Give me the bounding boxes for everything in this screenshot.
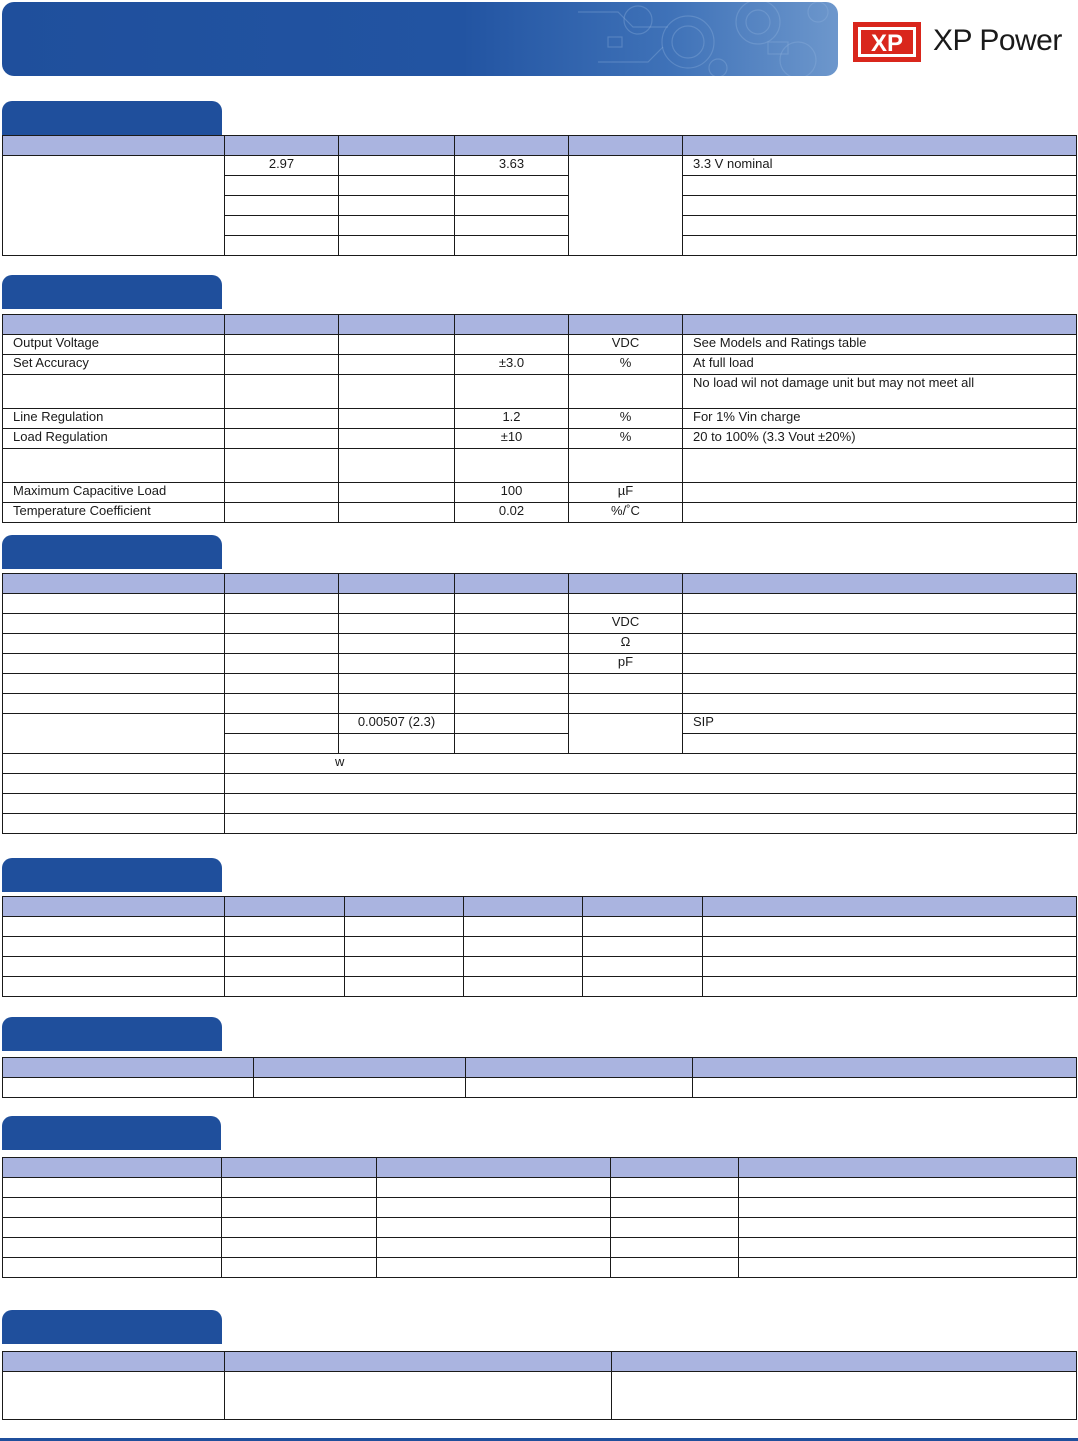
general-table — [2, 573, 1077, 834]
output-units: % — [569, 409, 683, 429]
input-header-row — [3, 136, 1077, 156]
logo-badge-text: XP — [870, 30, 904, 57]
output-units: VDC — [569, 335, 683, 355]
output-header-row — [3, 315, 1077, 335]
input-table — [2, 135, 1077, 256]
table-row — [3, 335, 1077, 355]
section-tab-safety — [2, 1310, 222, 1344]
table-row — [3, 375, 1077, 409]
output-units: % — [569, 355, 683, 375]
table-row — [3, 449, 1077, 483]
output-max: 1.2 — [455, 409, 569, 429]
immunity-table — [2, 1157, 1077, 1278]
table-row — [3, 674, 1077, 694]
output-label: Line Regulation — [3, 409, 225, 429]
mtbf-value: w — [225, 754, 1077, 774]
table-row — [3, 937, 1077, 957]
table-row — [3, 409, 1077, 429]
output-max: 100 — [455, 483, 569, 503]
input-label-cell — [3, 156, 225, 256]
output-notes: See Models and Ratings table — [683, 335, 1077, 355]
section-tab-environmental — [2, 858, 222, 892]
output-units: % — [569, 429, 683, 449]
section-tab-output — [2, 275, 222, 309]
table-row — [3, 1218, 1077, 1238]
table-row — [3, 714, 1077, 734]
output-label: Set Accuracy — [3, 355, 225, 375]
output-label: Output Voltage — [3, 335, 225, 355]
table-row — [3, 917, 1077, 937]
output-notes: 20 to 100% (3.3 Vout ±20%) — [683, 429, 1077, 449]
table-row — [3, 794, 1077, 814]
section-tab-general — [2, 535, 222, 569]
general-units: VDC — [569, 614, 683, 634]
environmental-header-row — [3, 897, 1077, 917]
input-min-cell: 2.97 — [225, 156, 339, 176]
output-notes: For 1% Vin charge — [683, 409, 1077, 429]
table-row — [3, 156, 1077, 176]
table-row — [3, 774, 1077, 794]
general-units: pF — [569, 654, 683, 674]
table-row — [3, 1258, 1077, 1278]
safety-header-row — [3, 1352, 1077, 1372]
output-notes: At full load — [683, 355, 1077, 375]
table-row — [3, 355, 1077, 375]
table-row — [3, 654, 1077, 674]
output-label: Load Regulation — [3, 429, 225, 449]
table-row — [3, 614, 1077, 634]
table-row — [3, 814, 1077, 834]
table-row — [3, 1198, 1077, 1218]
xp-badge-icon — [853, 22, 921, 62]
input-max-cell: 3.63 — [455, 156, 569, 176]
section-tab-input — [2, 101, 222, 135]
emissions-table — [2, 1057, 1077, 1098]
table-row — [3, 503, 1077, 523]
table-row — [3, 483, 1077, 503]
output-units: %/˚C — [569, 503, 683, 523]
output-max: ±3.0 — [455, 355, 569, 375]
table-row — [3, 1178, 1077, 1198]
table-row — [3, 1372, 1077, 1420]
table-row — [3, 1238, 1077, 1258]
input-notes-cell: 3.3 V nominal — [683, 156, 1077, 176]
immunity-header-row — [3, 1158, 1077, 1178]
output-table — [2, 314, 1077, 523]
table-row — [3, 957, 1077, 977]
output-label: Temperature Coefficient — [3, 503, 225, 523]
general-header-row — [3, 574, 1077, 594]
environmental-table — [2, 896, 1077, 997]
table-row — [3, 754, 1077, 774]
table-row — [3, 634, 1077, 654]
header-banner — [2, 2, 838, 76]
input-units-cell — [569, 156, 683, 256]
output-max: ±10 — [455, 429, 569, 449]
table-row — [3, 1078, 1077, 1098]
section-tab-emissions — [2, 1017, 222, 1051]
output-label: Maximum Capacitive Load — [3, 483, 225, 503]
safety-table — [2, 1351, 1077, 1420]
general-units: Ω — [569, 634, 683, 654]
output-notes: No load wil not damage unit but may not meet all — [683, 375, 1077, 409]
table-row — [3, 429, 1077, 449]
table-row — [3, 694, 1077, 714]
table-row — [3, 594, 1077, 614]
xp-power-logo — [853, 22, 1078, 62]
section-tab-immunity — [2, 1116, 221, 1150]
brand-name: XP Power — [933, 24, 1062, 57]
output-max: 0.02 — [455, 503, 569, 523]
weight-notes: SIP — [683, 714, 1077, 734]
weight-typ: 0.00507 (2.3) — [339, 714, 455, 734]
circuit-decoration-graphic — [458, 2, 838, 76]
output-units: µF — [569, 483, 683, 503]
table-row — [3, 977, 1077, 997]
emissions-header-row — [3, 1058, 1077, 1078]
